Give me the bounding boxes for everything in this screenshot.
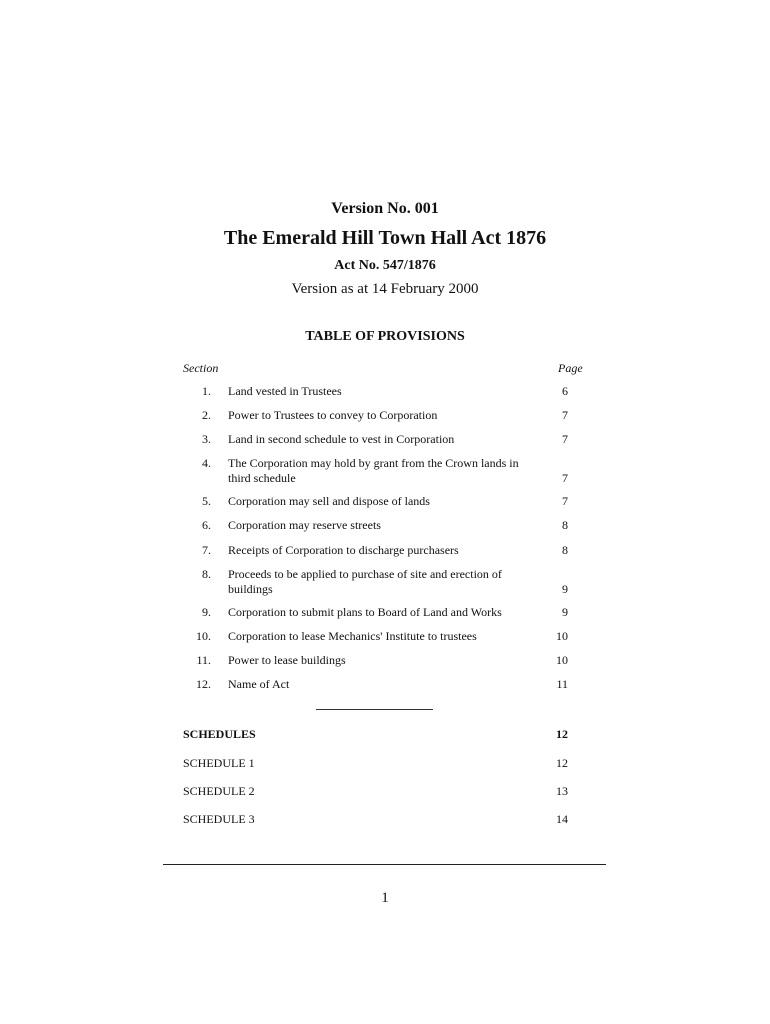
- toc-row-number: 3.: [202, 432, 211, 446]
- toc-row-title: Corporation to submit plans to Board of Land and Works: [228, 605, 502, 619]
- toc-row-title-continued: buildings: [228, 582, 273, 596]
- toc-row-number: 2.: [202, 408, 211, 422]
- toc-row-title: Corporation to lease Mechanics' Institute to trustees: [228, 629, 477, 643]
- toc-row-number: 8.: [202, 567, 211, 581]
- toc-row-page: 7: [562, 432, 568, 446]
- schedule-label: SCHEDULE 1: [183, 756, 255, 770]
- schedule-label: SCHEDULE 3: [183, 812, 255, 826]
- toc-row-title: The Corporation may hold by grant from the Crown lands in: [228, 456, 519, 470]
- toc-row-page: 11: [556, 677, 568, 691]
- version-date: Version as at 14 February 2000: [291, 281, 479, 297]
- version-number: Version No. 001: [331, 200, 439, 217]
- act-number: Act No. 547/1876: [334, 258, 436, 273]
- toc-row-title: Power to Trustees to convey to Corporation: [228, 408, 438, 422]
- toc-row-page: 9: [562, 605, 568, 619]
- toc-title: TABLE OF PROVISIONS: [305, 329, 465, 344]
- toc-row-title: Proceeds to be applied to purchase of site and erection of: [228, 567, 502, 581]
- schedule-page: 14: [556, 812, 568, 826]
- toc-row-page: 10: [556, 629, 568, 643]
- toc-row-title: Corporation may sell and dispose of lands: [228, 494, 430, 508]
- toc-row-number: 7.: [202, 543, 211, 557]
- toc-row-title: Corporation may reserve streets: [228, 518, 381, 532]
- toc-row-number: 11.: [196, 653, 211, 667]
- schedule-page: 13: [556, 784, 568, 798]
- toc-row-number: 5.: [202, 494, 211, 508]
- toc-row-page: 7: [562, 471, 568, 485]
- section-divider: [316, 709, 433, 710]
- toc-row-page: 8: [562, 543, 568, 557]
- footer-rule: [163, 864, 606, 865]
- toc-row-title: Name of Act: [228, 677, 290, 691]
- toc-row-title-continued: third schedule: [228, 471, 296, 485]
- toc-row-page: 8: [562, 518, 568, 532]
- toc-row-page: 7: [562, 494, 568, 508]
- toc-row-title: Land vested in Trustees: [228, 384, 342, 398]
- schedules-heading-label: SCHEDULES: [183, 727, 256, 741]
- toc-row-page: 7: [562, 408, 568, 422]
- toc-row-title: Power to lease buildings: [228, 653, 346, 667]
- toc-row-number: 4.: [202, 456, 211, 470]
- toc-row-title: Land in second schedule to vest in Corporation: [228, 432, 455, 446]
- toc-row-number: 9.: [202, 605, 211, 619]
- section-column-heading: Section: [183, 361, 219, 375]
- toc-row-page: 9: [562, 582, 568, 596]
- toc-row-number: 12.: [196, 677, 211, 691]
- toc-row-title: Receipts of Corporation to discharge purchasers: [228, 543, 459, 557]
- toc-row-number: 1.: [202, 384, 211, 398]
- schedule-page: 12: [556, 756, 568, 770]
- page-number: 1: [381, 890, 389, 906]
- page-column-heading: Page: [558, 361, 583, 375]
- toc-row-page: 6: [562, 384, 568, 398]
- act-title: The Emerald Hill Town Hall Act 1876: [223, 227, 547, 249]
- schedules-heading-page: 12: [556, 727, 568, 741]
- toc-row-number: 10.: [196, 629, 211, 643]
- toc-row-page: 10: [556, 653, 568, 667]
- schedule-label: SCHEDULE 2: [183, 784, 255, 798]
- toc-row-number: 6.: [202, 518, 211, 532]
